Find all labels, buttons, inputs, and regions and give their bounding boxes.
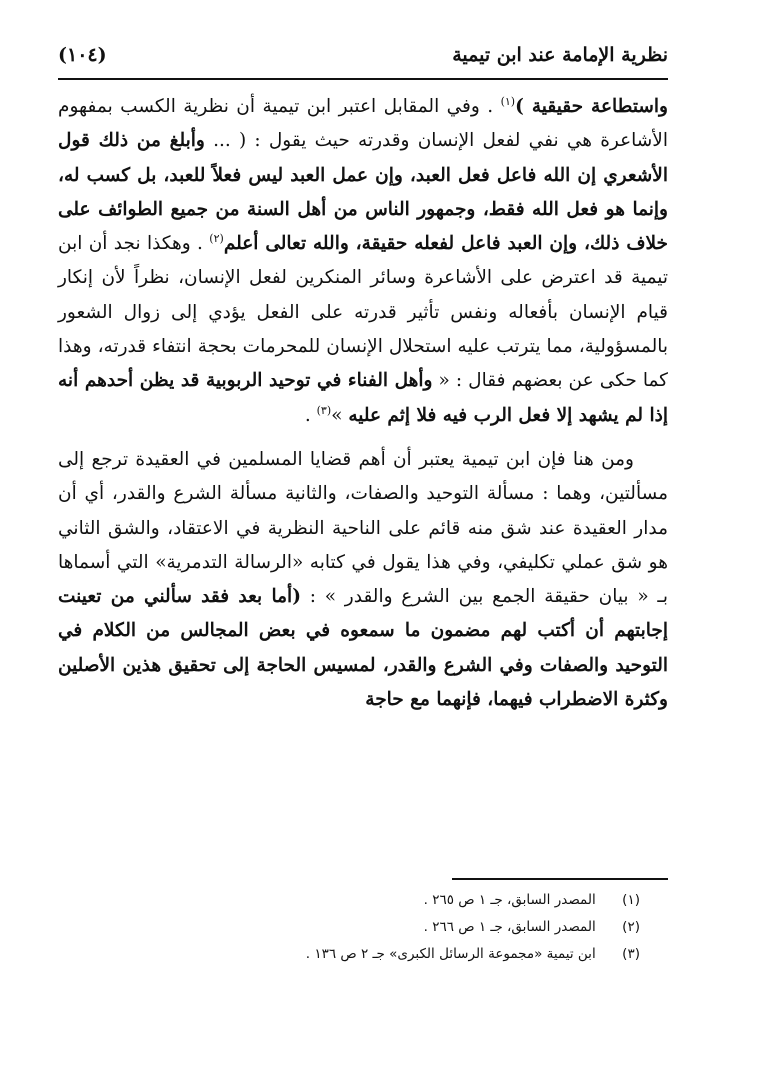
footnote-text: المصدر السابق، جـ ١ ص ٢٦٦ . [423,919,596,935]
footnote-ref: (٢) [209,232,224,246]
footnote-item [200,941,640,968]
footnotes [200,887,640,968]
text-run: . [304,404,317,426]
text-run: . وهكذا نجد أن ابن تيمية قد اعترض على الأشاعرة وسائر المنكرين لفعل الإنسان، نظراً لأن إنكار قيام الإنسان بأفعاله ونفس تأثير قدرته على الفعل يؤدي إلى زوال الشعور بالمسؤولية، مما يترتب عليه استحلال الإنسان للمحرمات بحجة انتفاء قدرته، وهذا كما حكى عن بعضهم فقال : « [58,233,668,392]
running-title: نظرية الإمامة عند ابن تيمية [452,44,668,66]
footnote-text: ابن تيمية «مجموعة الرسائل الكبرى» جـ ٢ ص ١٣٦ . [305,946,596,962]
text-run: . وفي المقابل اعتبر ابن تيمية أن نظرية الكسب بمفهوم الأشاعرة هي نفي لفعل الإنسان وقدرته حيث يقول : ( ... [58,96,668,152]
footnote-item [200,914,640,941]
page-number: (١٠٤) [58,44,107,66]
footnote-text: المصدر السابق، جـ ١ ص ٢٦٥ . [423,892,596,908]
footnote-number: (١) [622,892,640,908]
footnote-ref: (١) [500,94,516,108]
text-run: وأهل الفناء في توحيد الربوبية قد يظن أحدهم أنه إذا لم يشهد إلا فعل الرب فيه فلا إثم عليه [58,370,668,426]
footnote-number: (٣) [622,946,640,962]
body-text [58,90,668,717]
text-run: واستطاعة حقيقية ) [515,96,668,117]
text-run: (أما بعد فقد سألني من تعينت إجابتهم أن أكتب لهم مضمون ما سمعوه في بعض المجالس من الكلام في التوحيد والصفات وفي الشرع والقدر، لمسيس الحاجة إلى تحقيق هذين الأصلين وكثرة الاضطراب فيهما، فإنهما مع حاجة [58,586,668,711]
header-divider [58,78,668,80]
text-run: ومن هنا فإن ابن تيمية يعتبر أن أهم قضايا المسلمين في العقيدة ترجع إلى مسألتين، وهما : مسألة التوحيد والصفات، والثانية مسألة الشرع والقدر، أي أن مدار العقيدة عند شق منه قائم على الناحية النظرية في الاعتقاد، والشق الثاني هو شق عملي تكليفي، وفي هذا يقول في كتابه «الرسالة التدمرية» التي أسماها بـ « بيان حقيقة الجمع بين الشرع والقدر » : [58,448,668,608]
footnote-divider [452,878,668,880]
text-run: وأبلغ من ذلك قول الأشعري إن الله فاعل فعل العبد، وإن عمل العبد ليس فعلاً للعبد، بل كسب له، وإنما هو فعل الله فقط، وجمهور الناس من أهل السنة من جميع الطوائف على خلاف ذلك، وإن العبد فاعل لفعله حقيقة، والله تعالى أعلم [58,130,668,255]
page-header [58,42,668,74]
footnote-number: (٢) [622,919,640,935]
text-run: » [331,404,349,426]
footnote-ref: (٣) [316,403,332,417]
footnote-item [200,887,640,914]
paragraph-2 [58,443,668,717]
paragraph-1 [58,90,668,433]
